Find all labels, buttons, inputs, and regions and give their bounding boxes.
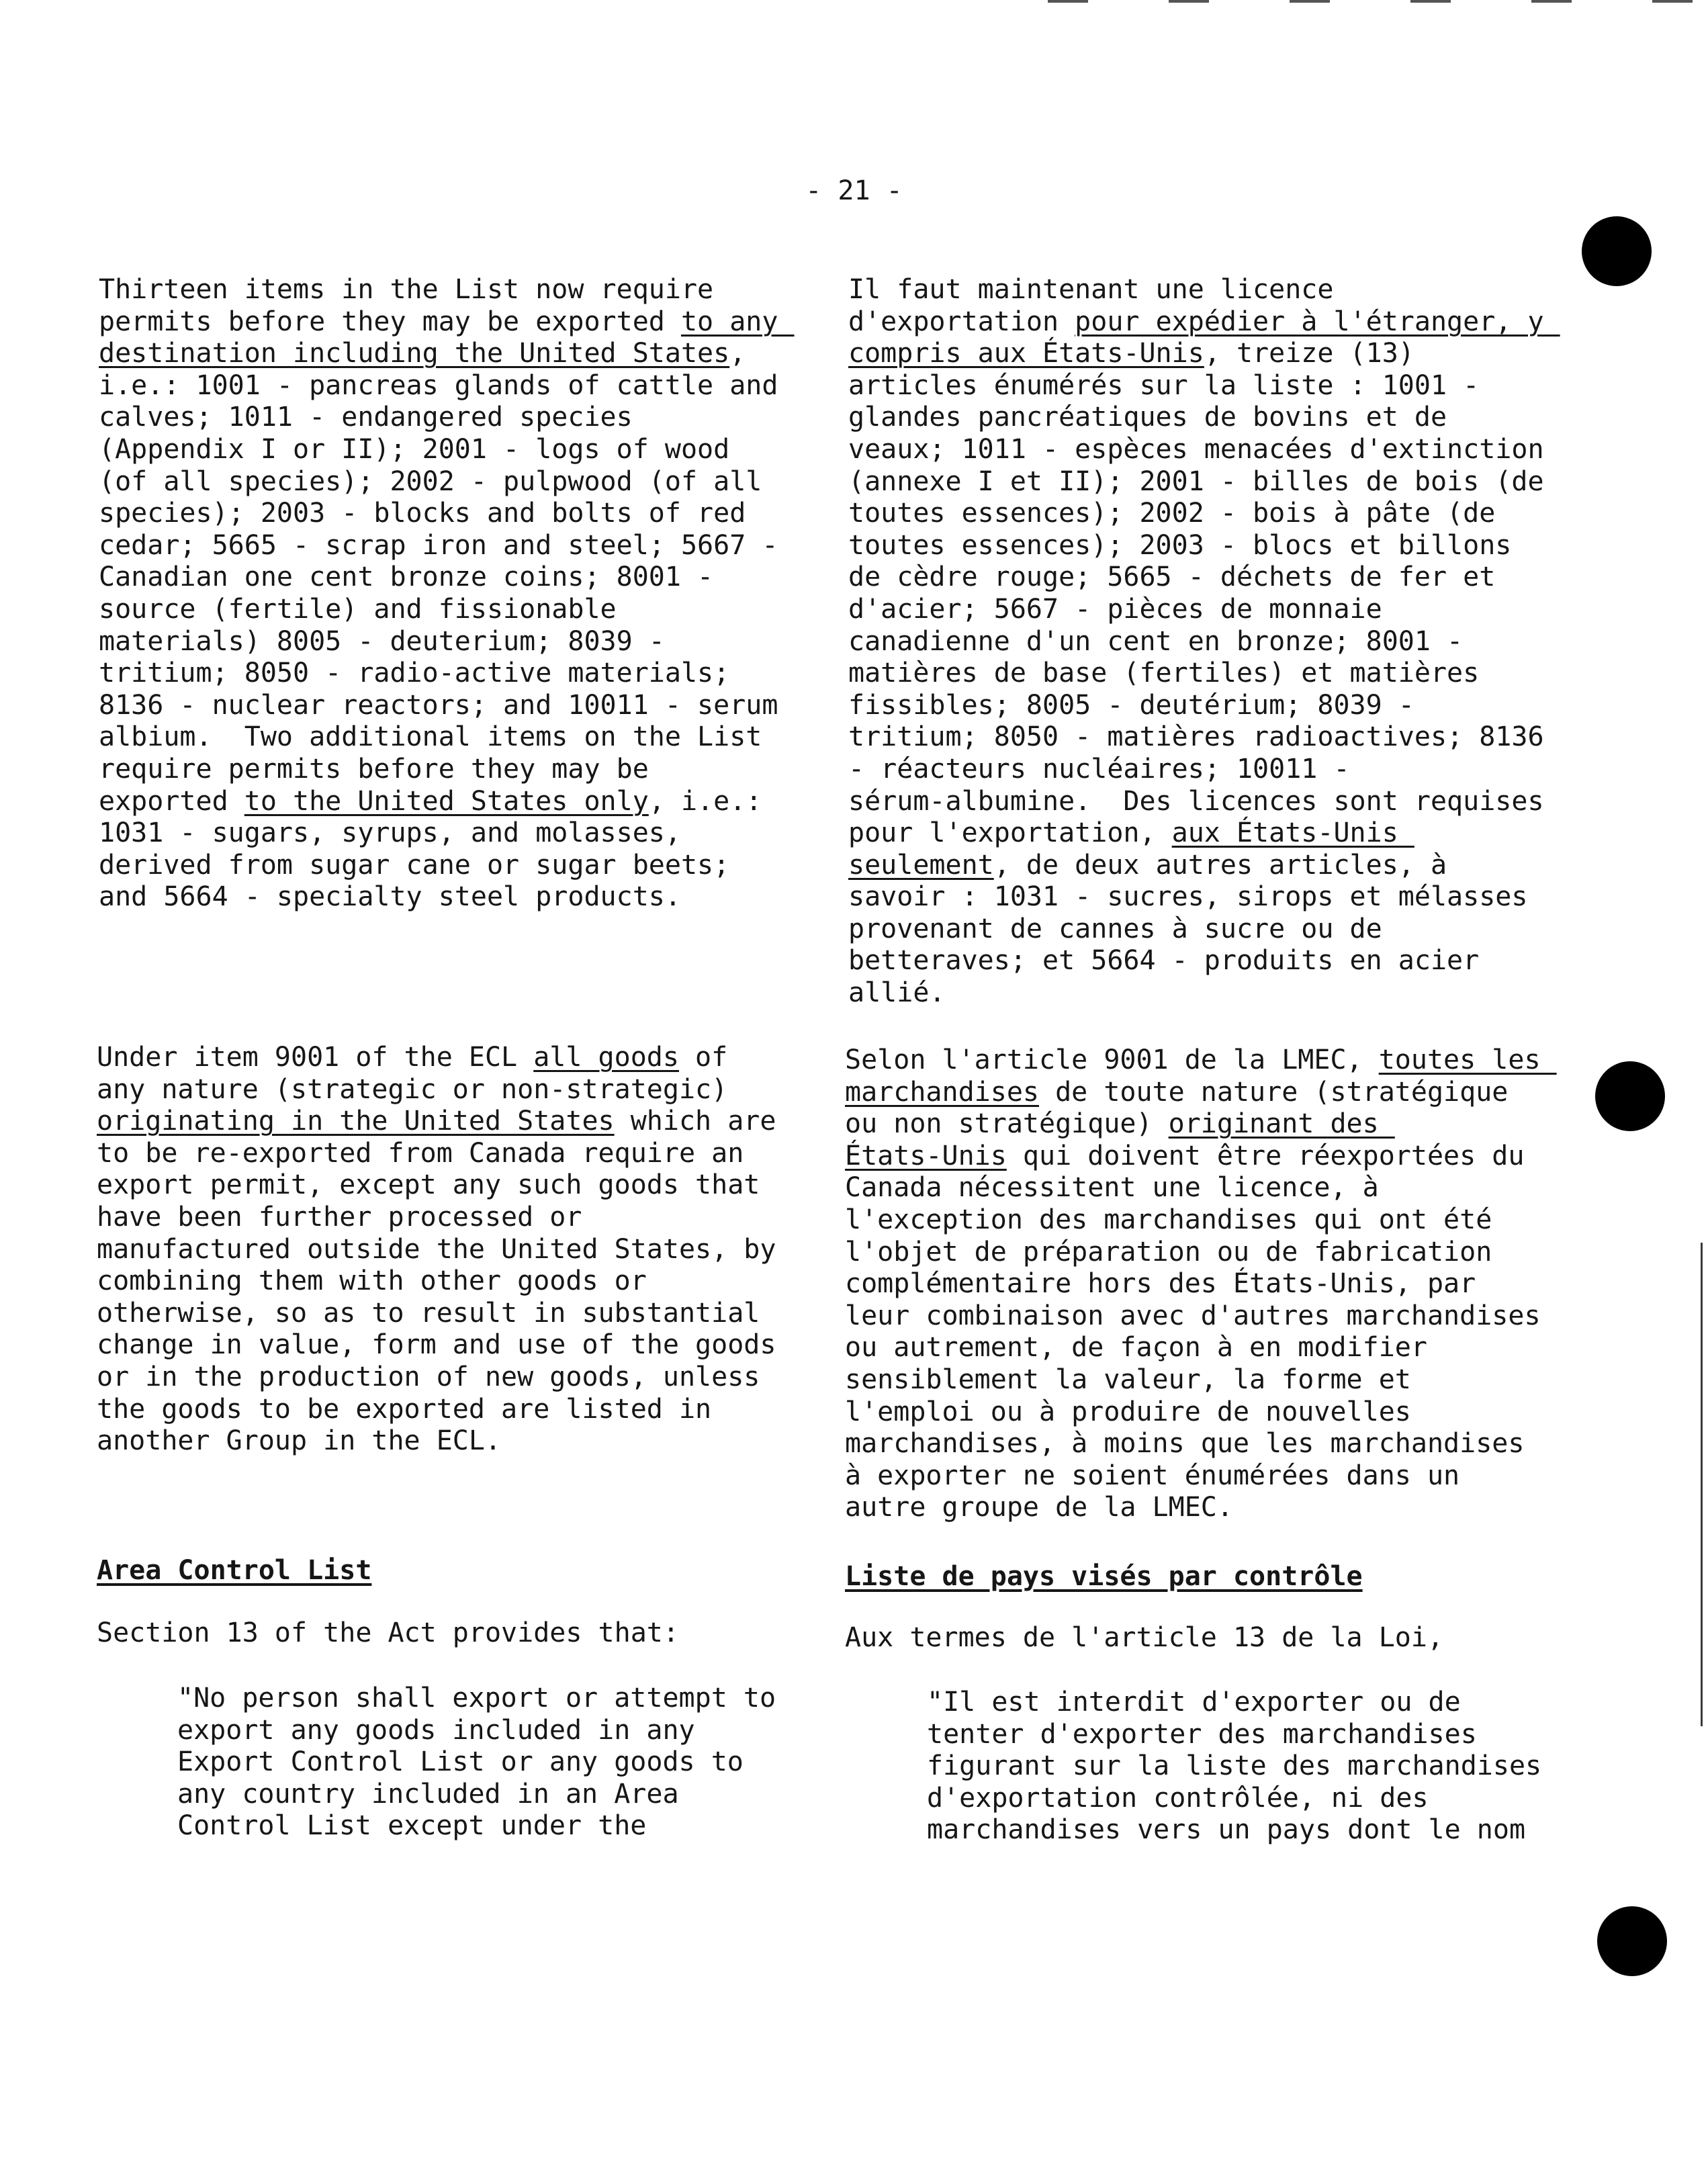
text-line: leur combinaison avec d'autres marchandises — [845, 1300, 1541, 1331]
text-line: derived from sugar cane or sugar beets; — [99, 849, 730, 881]
text-line: marchandises de toute nature (stratégique — [845, 1076, 1509, 1108]
text-line: have been further processed or — [97, 1201, 582, 1233]
text-line: combining them with other goods or — [97, 1265, 647, 1297]
text-line: toutes essences); 2002 - bois à pâte (de — [848, 498, 1496, 529]
text-line: marchandises, à moins que les marchandises — [845, 1428, 1525, 1460]
text-line: Canada nécessitent une licence, à — [845, 1172, 1379, 1204]
text-line: marchandises vers un pays dont le nom — [927, 1814, 1526, 1846]
text-line: Selon l'article 9001 de la LMEC, toutes les — [845, 1044, 1557, 1075]
text-line: ou non stratégique) originant des — [845, 1108, 1395, 1140]
text-line: originating in the United States which are — [97, 1106, 776, 1137]
text-line: cedar; 5665 - scrap iron and steel; 5667 - — [99, 529, 778, 561]
text-line: "No person shall export or attempt to — [177, 1683, 776, 1714]
text-line: 1031 - sugars, syrups, and molasses, — [99, 817, 681, 849]
text-line: Il faut maintenant une licence — [848, 274, 1334, 305]
text-line: d'exportation pour expédier à l'étranger, y — [848, 306, 1560, 337]
text-line: (annexe I et II); 2001 - billes de bois (de — [848, 465, 1544, 497]
punch-hole-bottom — [1597, 1906, 1667, 1976]
text-line: autre groupe de la LMEC. — [845, 1492, 1233, 1523]
text-line: 8136 - nuclear reactors; and 10011 - serum — [99, 689, 778, 721]
text-line: another Group in the ECL. — [97, 1425, 502, 1457]
text-line: veaux; 1011 - espèces menacées d'extinction — [848, 433, 1544, 465]
text-line: allié. — [848, 977, 946, 1009]
text-line: canadienne d'un cent en bronze; 8001 - — [848, 625, 1464, 657]
text-line: articles énumérés sur la liste : 1001 - — [848, 369, 1480, 401]
text-line: any country included in an Area — [177, 1778, 679, 1810]
text-line: Section 13 of the Act provides that: — [97, 1617, 679, 1648]
text-line: d'acier; 5667 - pièces de monnaie — [848, 593, 1382, 625]
en-paragraph-section-13 — [97, 1617, 679, 1650]
text-line: complémentaire hors des États-Unis, par — [845, 1268, 1476, 1300]
text-line: Under item 9001 of the ECL all goods of — [97, 1042, 728, 1073]
en-heading-area-control-list: Area Control List — [97, 1555, 372, 1586]
text-line: exported to the United States only, i.e.: — [99, 785, 762, 817]
text-line: materials) 8005 - deuterium; 8039 - — [99, 625, 665, 657]
text-line: betteraves; et 5664 - produits en acier — [848, 945, 1480, 977]
text-line: tritium; 8050 - radio-active materials; — [99, 658, 730, 689]
text-line: d'exportation contrôlée, ni des — [927, 1782, 1429, 1814]
text-line: to be re-exported from Canada require an — [97, 1137, 744, 1169]
text-line: Control List except under the — [177, 1810, 647, 1842]
punch-hole-top — [1582, 216, 1652, 286]
text-line: (of all species); 2002 - pulpwood (of all — [99, 465, 762, 497]
text-line: Canadian one cent bronze coins; 8001 - — [99, 562, 714, 593]
text-line: export permit, except any such goods that — [97, 1169, 760, 1201]
text-line: Thirteen items in the List now require — [99, 274, 714, 305]
top-scan-marks — [1048, 0, 1706, 3]
text-line: change in value, form and use of the goods — [97, 1329, 776, 1361]
text-line: albium. Two additional items on the List — [99, 721, 762, 753]
text-line: (Appendix I or II); 2001 - logs of wood — [99, 433, 730, 465]
fr-paragraph-article-13 — [845, 1622, 1443, 1654]
text-line: species); 2003 - blocks and bolts of red — [99, 498, 746, 529]
text-line: l'objet de préparation ou de fabrication — [845, 1236, 1492, 1268]
right-edge-mark — [1701, 1243, 1703, 1726]
fr-paragraph-article-9001 — [845, 1044, 1557, 1524]
text-line: the goods to be exported are listed in — [97, 1393, 712, 1425]
text-line: glandes pancréatiques de bovins et de — [848, 402, 1447, 433]
text-line: figurant sur la liste des marchandises — [927, 1750, 1542, 1782]
text-line: calves; 1011 - endangered species — [99, 402, 633, 433]
text-line: or in the production of new goods, unless — [97, 1361, 760, 1392]
text-line: toutes essences); 2003 - blocs et billons — [848, 529, 1512, 561]
punch-hole-middle — [1595, 1061, 1665, 1131]
text-line: l'exception des marchandises qui ont été — [845, 1204, 1492, 1235]
text-line: sérum-albumine. Des licences sont requises — [848, 785, 1544, 817]
text-line: de cèdre rouge; 5665 - déchets de fer et — [848, 562, 1496, 593]
text-line: otherwise, so as to result in substantial — [97, 1297, 760, 1329]
fr-quote-article-13 — [927, 1687, 1541, 1847]
page-number: - 21 - — [805, 175, 903, 206]
text-line: tenter d'exporter des marchandises — [927, 1718, 1477, 1750]
text-line: Aux termes de l'article 13 de la Loi, — [845, 1622, 1444, 1653]
text-line: compris aux États-Unis, treize (13) — [848, 338, 1414, 369]
text-line: "Il est interdit d'exporter ou de — [927, 1687, 1461, 1718]
fr-heading-liste-pays: Liste de pays visés par contrôle — [845, 1561, 1363, 1592]
text-line: - réacteurs nucléaires; 10011 - — [848, 753, 1350, 785]
text-line: destination including the United States, — [99, 338, 746, 369]
text-line: export any goods included in any — [177, 1714, 695, 1746]
text-line: i.e.: 1001 - pancreas glands of cattle and — [99, 369, 778, 401]
en-paragraph-item-9001 — [97, 1042, 776, 1458]
text-line: tritium; 8050 - matières radioactives; 8136 — [848, 721, 1544, 753]
text-line: savoir : 1031 - sucres, sirops et mélasses — [848, 881, 1528, 913]
text-line: Export Control List or any goods to — [177, 1746, 744, 1778]
text-line: any nature (strategic or non-strategic) — [97, 1073, 728, 1105]
text-line: matières de base (fertiles) et matières — [848, 658, 1480, 689]
en-paragraph-export-permits — [99, 274, 795, 914]
text-line: require permits before they may be — [99, 753, 649, 785]
text-line: manufactured outside the United States, by — [97, 1233, 776, 1265]
text-line: seulement, de deux autres articles, à — [848, 849, 1447, 881]
text-line: and 5664 - specialty steel products. — [99, 881, 681, 913]
text-line: provenant de cannes à sucre ou de — [848, 913, 1382, 944]
text-line: à exporter ne soient énumérées dans un — [845, 1460, 1460, 1491]
text-line: l'emploi ou à produire de nouvelles — [845, 1396, 1411, 1427]
text-line: États-Unis qui doivent être réexportées du — [845, 1140, 1525, 1171]
text-line: sensiblement la valeur, la forme et — [845, 1364, 1411, 1395]
text-line: pour l'exportation, aux États-Unis — [848, 817, 1414, 849]
text-line: source (fertile) and fissionable — [99, 593, 617, 625]
en-quote-section-13 — [177, 1683, 776, 1842]
fr-paragraph-licences — [848, 274, 1560, 1010]
text-line: ou autrement, de façon à en modifier — [845, 1332, 1427, 1364]
text-line: fissibles; 8005 - deutérium; 8039 - — [848, 689, 1414, 721]
text-line: permits before they may be exported to any — [99, 306, 795, 337]
